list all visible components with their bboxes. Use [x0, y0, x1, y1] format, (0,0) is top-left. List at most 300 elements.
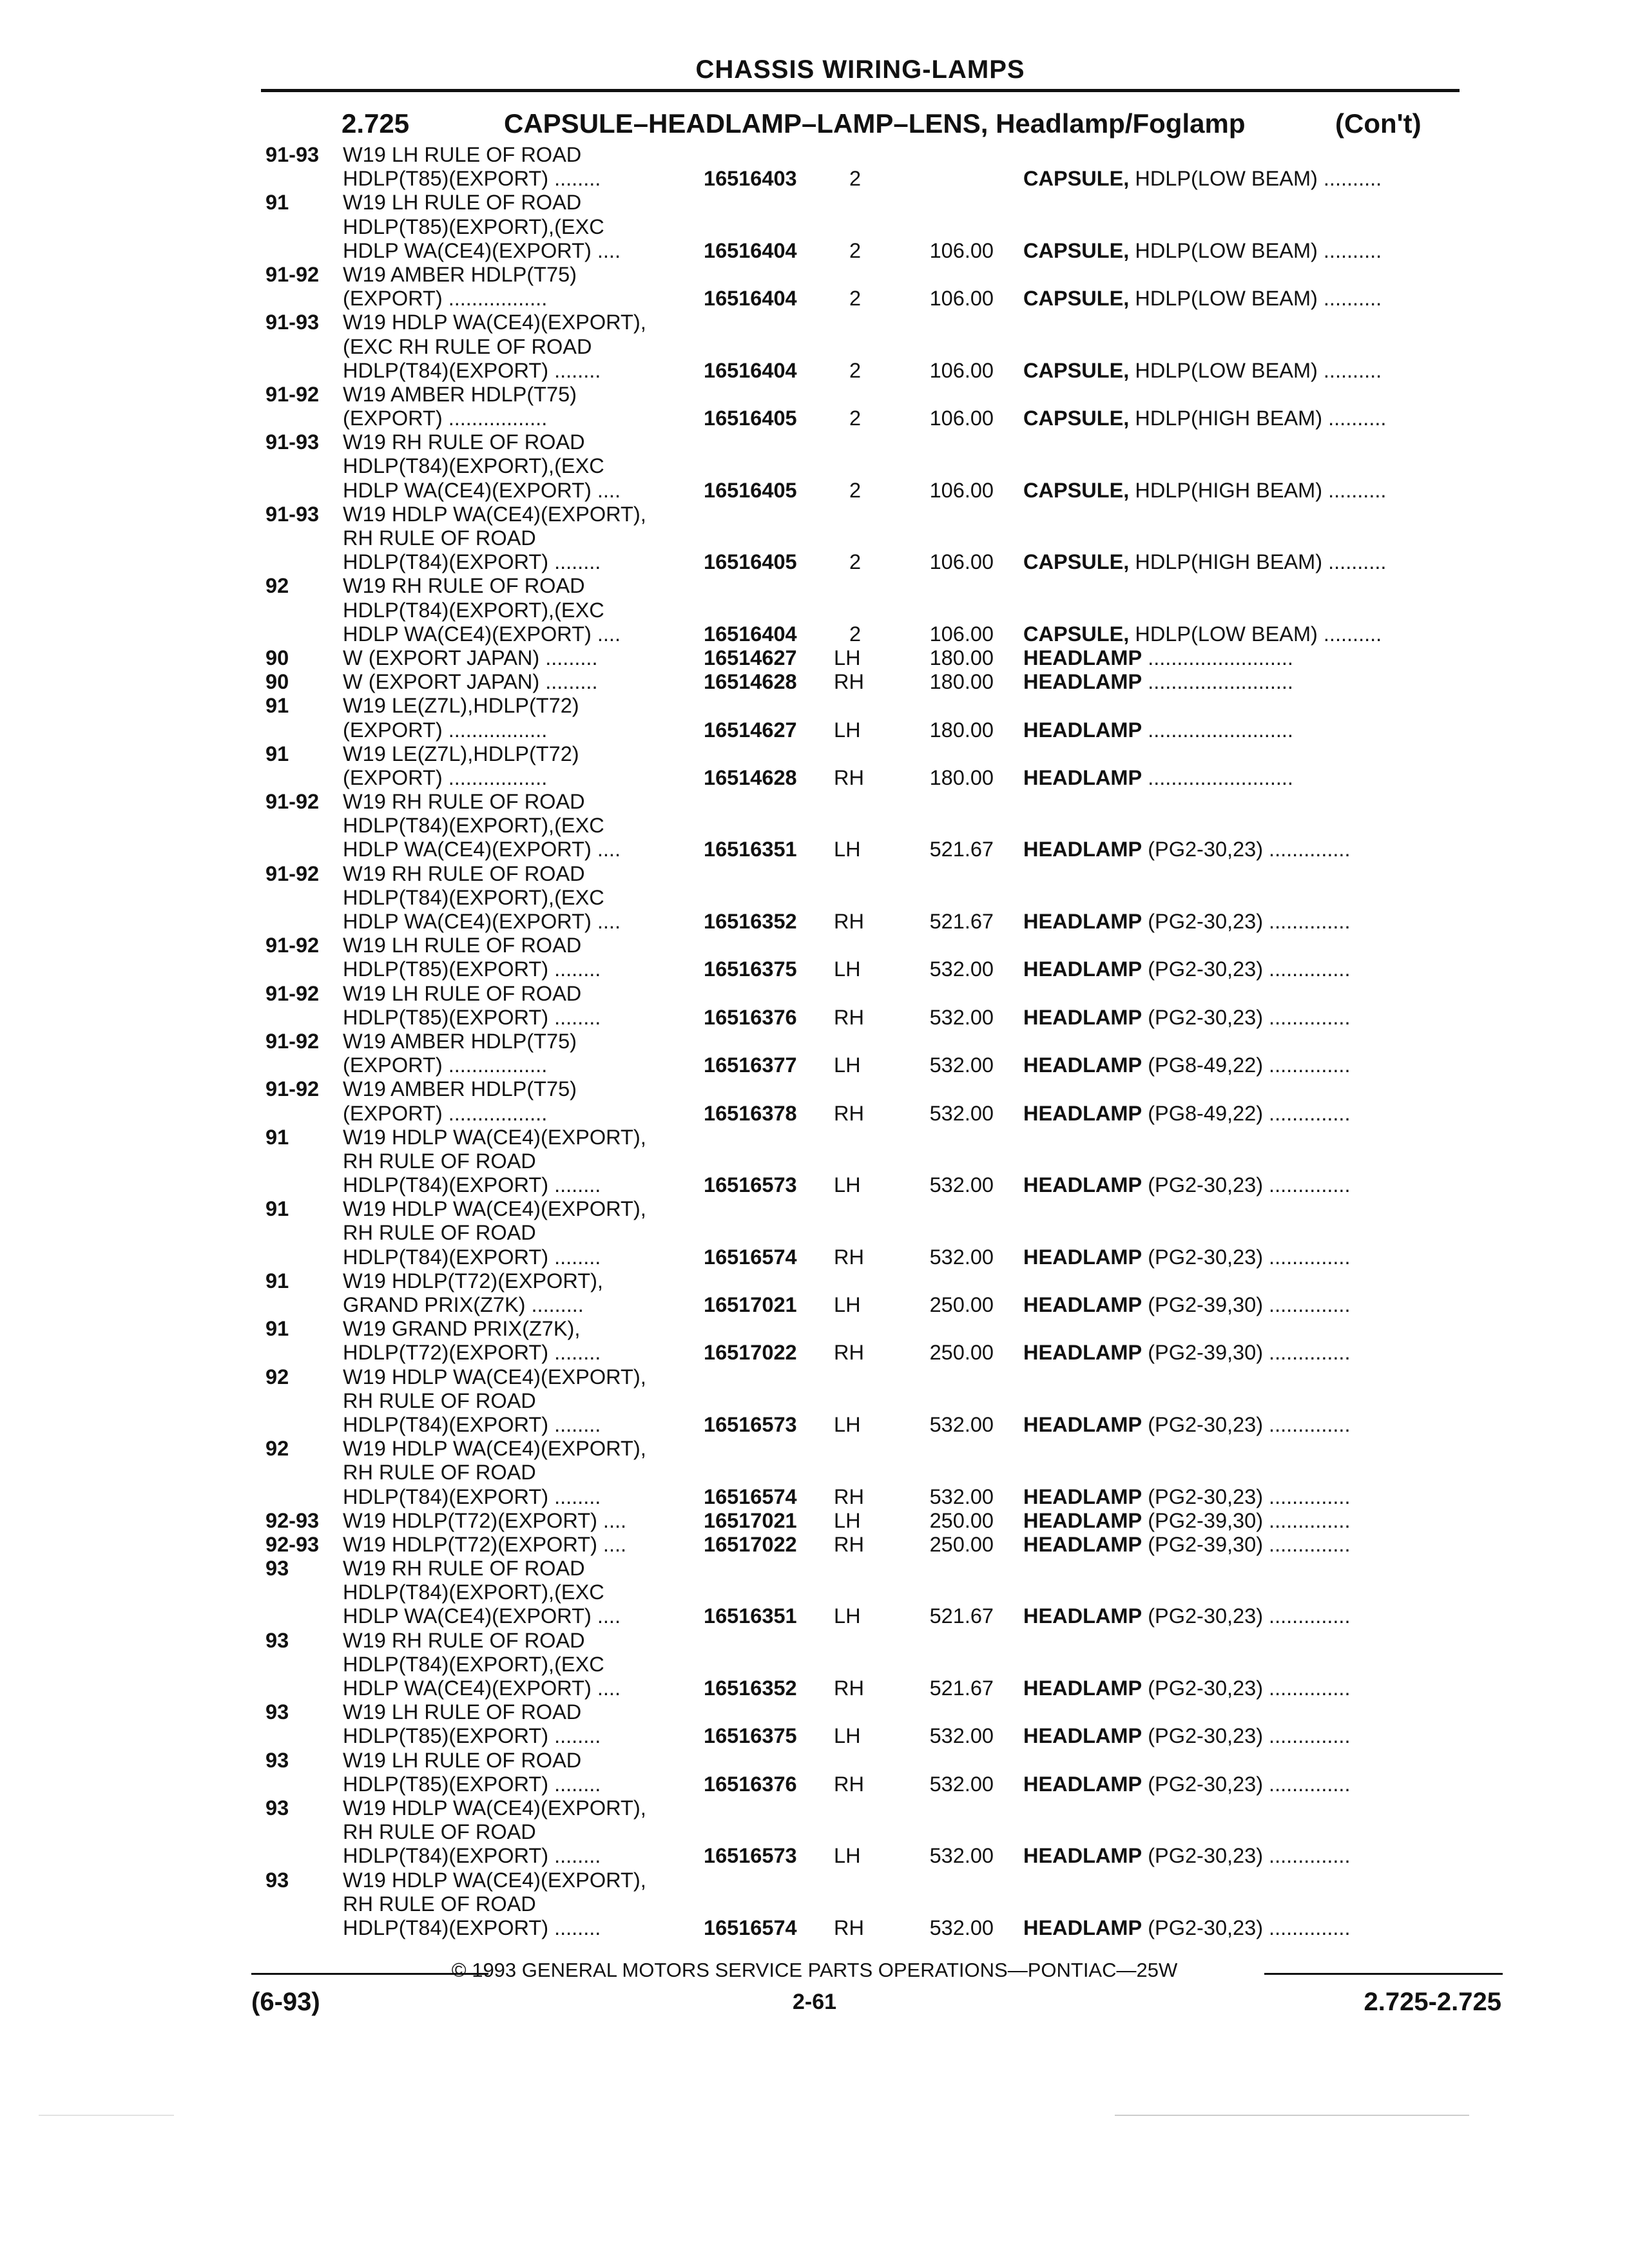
- entry-line: [0, 1509, 1629, 1533]
- entry-part-name-main: HEADLAMP: [1023, 1724, 1142, 1748]
- entry-description: HDLP WA(CE4)(EXPORT) ....: [343, 238, 621, 262]
- entry-part-number: 16516573: [704, 1844, 797, 1868]
- entry-quantity: LH: [834, 1412, 861, 1436]
- entry-year: 91-92: [265, 790, 320, 814]
- entry-line: [0, 335, 1629, 359]
- entry-part-number: 16516405: [704, 478, 797, 502]
- entry-part-number: 16514628: [704, 670, 797, 694]
- entry-leader-dots: ..............: [1263, 1173, 1351, 1197]
- entry-part-number: 16516574: [704, 1485, 797, 1508]
- scan-smudge: [39, 2115, 174, 2116]
- entry-description: RH RULE OF ROAD: [343, 1221, 536, 1245]
- entry-leader-dots: ..........: [1322, 407, 1387, 430]
- entry-part-number: 16516352: [704, 1677, 797, 1700]
- entry-description: W19 LH RULE OF ROAD: [343, 1748, 582, 1772]
- entry-leader-dots: ..............: [1263, 1532, 1351, 1556]
- entry-description: HDLP(T85)(EXPORT),(EXC: [343, 215, 604, 238]
- entry-part-name-detail: (PG8-49,22): [1142, 1101, 1264, 1125]
- entry-part-name-main: CAPSULE,: [1023, 550, 1130, 574]
- entry-quantity: LH: [834, 1293, 861, 1316]
- entry-line: [0, 742, 1629, 766]
- entry-line: [0, 1197, 1629, 1221]
- entry-part-number: 16516573: [704, 1412, 797, 1436]
- entry-description: W19 AMBER HDLP(T75): [343, 1029, 577, 1053]
- entry-line: [0, 599, 1629, 622]
- entry-description: (EXPORT) .................: [343, 407, 548, 430]
- entry-part-name: [1023, 1341, 1350, 1365]
- entry-leader-dots: ..............: [1263, 1916, 1351, 1939]
- entry-year: 93: [265, 1700, 289, 1724]
- entry-leader-dots: ..............: [1263, 910, 1351, 933]
- entry-leader-dots: ..........: [1317, 358, 1382, 382]
- entry-part-number: 16516351: [704, 838, 797, 861]
- footer-copyright: © 1993 GENERAL MOTORS SERVICE PARTS OPERATIONS—PONTIAC—25W: [451, 1959, 1178, 1981]
- entry-part-number: 16516403: [704, 167, 797, 191]
- entry-year: 91: [265, 191, 289, 215]
- entry-line: [0, 1796, 1629, 1820]
- entry-part-name: [1023, 167, 1382, 191]
- entry-description: (EXPORT) .................: [343, 1101, 548, 1125]
- entry-year: 91-93: [265, 430, 320, 454]
- entry-leader-dots: ..............: [1263, 1053, 1351, 1077]
- entry-description: HDLP(T84)(EXPORT),(EXC: [343, 1652, 604, 1676]
- entry-line: [0, 790, 1629, 814]
- entry-price: 106.00: [929, 550, 994, 574]
- entry-line: [0, 622, 1629, 646]
- entry-part-name: [1023, 1485, 1350, 1509]
- entry-part-name-detail: (PG2-30,23): [1142, 1772, 1264, 1796]
- entry-leader-dots: ..........: [1322, 478, 1387, 502]
- entry-description: W19 HDLP WA(CE4)(EXPORT),: [343, 1796, 646, 1820]
- entry-description: W19 AMBER HDLP(T75): [343, 262, 577, 286]
- entry-quantity: LH: [834, 1508, 861, 1532]
- entry-description: HDLP WA(CE4)(EXPORT) ....: [343, 1604, 621, 1628]
- entry-quantity: RH: [834, 1341, 864, 1365]
- entry-price: 106.00: [929, 478, 994, 502]
- entry-part-name-main: HEADLAMP: [1023, 957, 1142, 981]
- entry-description: W19 RH RULE OF ROAD: [343, 574, 585, 598]
- entry-leader-dots: ..........: [1322, 550, 1387, 574]
- entry-description: HDLP(T84)(EXPORT) ........: [343, 1245, 601, 1269]
- entry-year: 91-93: [265, 502, 320, 526]
- entry-description: W19 LH RULE OF ROAD: [343, 1700, 582, 1724]
- entry-quantity: RH: [834, 1532, 864, 1556]
- entry-line: [0, 886, 1629, 910]
- entry-part-name-detail: (PG2-30,23): [1142, 1485, 1264, 1508]
- entry-part-name: [1023, 1245, 1350, 1269]
- scan-smudge: [1115, 2115, 1469, 2116]
- entry-part-name-main: HEADLAMP: [1023, 1053, 1142, 1077]
- entry-description: W19 HDLP(T72)(EXPORT) ....: [343, 1508, 627, 1532]
- entry-leader-dots: ..............: [1263, 1772, 1351, 1796]
- entry-price: 532.00: [929, 1101, 994, 1125]
- entry-line: [0, 1030, 1629, 1053]
- entry-description: GRAND PRIX(Z7K) .........: [343, 1293, 584, 1316]
- entry-part-name-main: HEADLAMP: [1023, 1532, 1142, 1556]
- entry-price: 532.00: [929, 1053, 994, 1077]
- entry-leader-dots: ..............: [1263, 1101, 1351, 1125]
- entry-part-number: 16516375: [704, 957, 797, 981]
- entry-year: 90: [265, 670, 289, 694]
- entry-part-name-main: HEADLAMP: [1023, 718, 1142, 742]
- entry-part-name-detail: (PG2-30,23): [1142, 1677, 1264, 1700]
- entry-description: HDLP WA(CE4)(EXPORT) ....: [343, 838, 621, 861]
- footer-rule-right: [1264, 1973, 1503, 1975]
- entry-leader-dots: ..............: [1263, 1245, 1351, 1269]
- entry-part-name-main: HEADLAMP: [1023, 1173, 1142, 1197]
- entry-description: HDLP(T84)(EXPORT) ........: [343, 358, 601, 382]
- entry-leader-dots: ..........: [1317, 167, 1382, 191]
- entry-description: W19 HDLP WA(CE4)(EXPORT),: [343, 1868, 646, 1892]
- entry-part-name-main: HEADLAMP: [1023, 1916, 1142, 1939]
- footer-page-number: 2-61: [792, 1990, 837, 2014]
- entry-line: [0, 1724, 1629, 1748]
- entry-part-name-main: HEADLAMP: [1023, 1772, 1142, 1796]
- entry-description: W19 HDLP WA(CE4)(EXPORT),: [343, 1437, 646, 1461]
- entry-description: RH RULE OF ROAD: [343, 1149, 536, 1173]
- entry-part-name-detail: (PG2-30,23): [1142, 1844, 1264, 1868]
- entry-price: 532.00: [929, 1412, 994, 1436]
- entry-line: [0, 1533, 1629, 1557]
- entry-leader-dots: ..........: [1317, 238, 1382, 262]
- entry-description: W19 AMBER HDLP(T75): [343, 1077, 577, 1101]
- entry-line: [0, 191, 1629, 215]
- entry-line: [0, 550, 1629, 574]
- entry-part-name: [1023, 479, 1386, 503]
- entry-price: 180.00: [929, 765, 994, 789]
- entry-line: [0, 1126, 1629, 1149]
- entry-year: 91-93: [265, 143, 320, 166]
- entry-leader-dots: ..........: [1317, 287, 1382, 311]
- entry-part-name: [1023, 407, 1386, 430]
- entry-part-name-detail: HDLP(LOW BEAM): [1129, 287, 1318, 311]
- entry-part-number: 16516574: [704, 1916, 797, 1939]
- entry-leader-dots: ..............: [1263, 1005, 1351, 1029]
- entry-price: 250.00: [929, 1532, 994, 1556]
- entry-part-name: [1023, 1102, 1350, 1126]
- entry-line: [0, 143, 1629, 167]
- entry-part-number: 16517021: [704, 1508, 797, 1532]
- entry-quantity: RH: [834, 1677, 864, 1700]
- entry-line: [0, 454, 1629, 478]
- entry-part-name-detail: HDLP(LOW BEAM): [1129, 238, 1318, 262]
- entry-price: 250.00: [929, 1341, 994, 1365]
- entry-line: [0, 215, 1629, 239]
- entry-part-name: [1023, 239, 1382, 263]
- entry-price: 532.00: [929, 1173, 994, 1197]
- entry-part-name: [1023, 1293, 1350, 1317]
- entry-line: [0, 1820, 1629, 1844]
- entry-price: 532.00: [929, 1772, 994, 1796]
- entry-part-name-main: HEADLAMP: [1023, 838, 1142, 861]
- entry-part-name-detail: (PG2-30,23): [1142, 838, 1264, 861]
- entry-line: [0, 1892, 1629, 1916]
- entry-price: 521.67: [929, 1677, 994, 1700]
- entry-year: 91-92: [265, 382, 320, 406]
- entry-quantity: 2: [849, 622, 862, 646]
- entry-year: 91-92: [265, 981, 320, 1005]
- section-title: CAPSULE–HEADLAMP–LAMP–LENS, Headlamp/Foglamp: [504, 108, 1246, 139]
- entry-line: [0, 1485, 1629, 1509]
- entry-price: 521.67: [929, 1604, 994, 1628]
- entry-quantity: RH: [834, 1916, 864, 1939]
- entry-line: [0, 1749, 1629, 1773]
- entry-description: HDLP(T84)(EXPORT) ........: [343, 1844, 601, 1868]
- entry-part-name-detail: (PG2-30,23): [1142, 1173, 1264, 1197]
- entry-part-name: [1023, 670, 1293, 694]
- entry-year: 91: [265, 1125, 289, 1149]
- entry-part-name-main: CAPSULE,: [1023, 622, 1130, 646]
- entry-description: HDLP(T85)(EXPORT) ........: [343, 1724, 601, 1748]
- entry-price: 532.00: [929, 1485, 994, 1508]
- section-number: 2.725: [342, 108, 410, 139]
- entry-line: [0, 1149, 1629, 1173]
- entry-part-name: [1023, 766, 1293, 790]
- entry-line: [0, 1173, 1629, 1197]
- entry-year: 92: [265, 574, 289, 598]
- entry-line: [0, 934, 1629, 957]
- entry-description: HDLP(T85)(EXPORT) ........: [343, 1772, 601, 1796]
- entry-description: W19 RH RULE OF ROAD: [343, 790, 585, 814]
- entry-description: W19 LE(Z7L),HDLP(T72): [343, 742, 579, 765]
- entry-quantity: 2: [849, 407, 862, 430]
- entry-year: 91: [265, 1317, 289, 1341]
- entry-price: 521.67: [929, 910, 994, 933]
- entry-description: HDLP(T84)(EXPORT) ........: [343, 1916, 601, 1939]
- entry-line: [0, 407, 1629, 430]
- entry-part-name: [1023, 287, 1382, 311]
- entry-part-name-detail: (PG2-30,23): [1142, 1412, 1264, 1436]
- entry-description: HDLP WA(CE4)(EXPORT) ....: [343, 910, 621, 933]
- entry-part-name-detail: (PG2-30,23): [1142, 1916, 1264, 1939]
- entry-price: 180.00: [929, 718, 994, 742]
- entry-line: [0, 574, 1629, 598]
- entry-price: 532.00: [929, 1916, 994, 1939]
- entry-description: (EXPORT) .................: [343, 287, 548, 311]
- entry-price: 106.00: [929, 238, 994, 262]
- entry-description: W19 AMBER HDLP(T75): [343, 382, 577, 406]
- entry-quantity: LH: [834, 1604, 861, 1628]
- entry-year: 91-92: [265, 1029, 320, 1053]
- entry-part-number: 16517022: [704, 1532, 797, 1556]
- entry-line: [0, 1581, 1629, 1604]
- entry-description: W19 HDLP(T72)(EXPORT) ....: [343, 1532, 627, 1556]
- entry-part-name-detail: (PG2-30,23): [1142, 1005, 1264, 1029]
- entry-description: HDLP(T84)(EXPORT) ........: [343, 1485, 601, 1508]
- entry-leader-dots: ..............: [1263, 1844, 1351, 1868]
- entry-line: [0, 1293, 1629, 1317]
- entry-year: 91-92: [265, 262, 320, 286]
- entry-line: [0, 646, 1629, 670]
- entry-part-name-detail: HDLP(LOW BEAM): [1129, 167, 1318, 191]
- entry-quantity: RH: [834, 1101, 864, 1125]
- entry-year: 93: [265, 1628, 289, 1652]
- entry-description: W19 HDLP WA(CE4)(EXPORT),: [343, 1365, 646, 1389]
- entry-description: W19 GRAND PRIX(Z7K),: [343, 1317, 581, 1341]
- entry-description: W19 RH RULE OF ROAD: [343, 1557, 585, 1581]
- entry-description: (EXC RH RULE OF ROAD: [343, 334, 592, 358]
- entry-quantity: LH: [834, 1844, 861, 1868]
- entry-part-name-detail: (PG2-39,30): [1142, 1341, 1264, 1365]
- entry-line: [0, 1869, 1629, 1892]
- entry-part-name-detail: (PG2-30,23): [1142, 957, 1264, 981]
- entry-part-number: 16516404: [704, 238, 797, 262]
- entry-description: RH RULE OF ROAD: [343, 1461, 536, 1485]
- entry-line: [0, 1053, 1629, 1077]
- entry-quantity: LH: [834, 1724, 861, 1748]
- entry-quantity: 2: [849, 358, 862, 382]
- entry-description: W19 LH RULE OF ROAD: [343, 191, 582, 215]
- entry-part-name-main: HEADLAMP: [1023, 1293, 1142, 1316]
- entry-line: [0, 957, 1629, 981]
- entry-year: 91: [265, 742, 289, 765]
- entry-description: HDLP WA(CE4)(EXPORT) ....: [343, 622, 621, 646]
- entry-line: [0, 1077, 1629, 1101]
- entry-description: W19 LH RULE OF ROAD: [343, 981, 582, 1005]
- entry-part-name-main: HEADLAMP: [1023, 1677, 1142, 1700]
- entry-leader-dots: ..............: [1263, 1341, 1351, 1365]
- entry-part-name-detail: HDLP(LOW BEAM): [1129, 358, 1318, 382]
- entry-part-number: 16514627: [704, 718, 797, 742]
- entry-year: 90: [265, 646, 289, 669]
- entry-description: HDLP(T85)(EXPORT) ........: [343, 1005, 601, 1029]
- entry-part-name-main: HEADLAMP: [1023, 1245, 1142, 1269]
- entry-part-name-main: HEADLAMP: [1023, 1101, 1142, 1125]
- entry-quantity: LH: [834, 957, 861, 981]
- entry-part-number: 16516377: [704, 1053, 797, 1077]
- entry-quantity: LH: [834, 646, 861, 669]
- section-heading: [342, 108, 1437, 144]
- entry-part-name: [1023, 718, 1293, 742]
- entry-part-name-detail: (PG2-39,30): [1142, 1293, 1264, 1316]
- entry-line: [0, 982, 1629, 1006]
- entry-line: [0, 1604, 1629, 1628]
- entry-part-name-main: HEADLAMP: [1023, 1341, 1142, 1365]
- entry-part-number: 16516404: [704, 287, 797, 311]
- entry-part-name-main: HEADLAMP: [1023, 1005, 1142, 1029]
- entry-leader-dots: ..............: [1263, 1724, 1351, 1748]
- entry-leader-dots: ..............: [1263, 838, 1351, 861]
- entry-part-number: 16517021: [704, 1293, 797, 1316]
- entry-leader-dots: ..............: [1263, 1485, 1351, 1508]
- entry-part-name-detail: (PG2-39,30): [1142, 1532, 1264, 1556]
- entry-description: W19 LH RULE OF ROAD: [343, 934, 582, 957]
- entry-description: W19 RH RULE OF ROAD: [343, 861, 585, 885]
- entry-description: HDLP(T84)(EXPORT),(EXC: [343, 598, 604, 622]
- entry-part-name-main: HEADLAMP: [1023, 1844, 1142, 1868]
- entry-quantity: RH: [834, 765, 864, 789]
- entry-description: W19 RH RULE OF ROAD: [343, 1628, 585, 1652]
- header-rule: [261, 89, 1460, 92]
- entry-part-number: 16514628: [704, 765, 797, 789]
- entry-line: [0, 503, 1629, 526]
- entry-part-name-detail: (PG2-30,23): [1142, 1245, 1264, 1269]
- entry-part-name: [1023, 910, 1350, 934]
- entry-line: [0, 670, 1629, 694]
- parts-list: [0, 143, 1629, 1940]
- entry-price: 532.00: [929, 957, 994, 981]
- entry-price: 106.00: [929, 622, 994, 646]
- entry-line: [0, 766, 1629, 790]
- page-header-title: CHASSIS WIRING-LAMPS: [695, 55, 1025, 84]
- entry-description: HDLP(T84)(EXPORT) ........: [343, 1173, 601, 1197]
- entry-quantity: LH: [834, 1053, 861, 1077]
- entry-part-name: [1023, 550, 1386, 574]
- entry-description: W (EXPORT JAPAN) .........: [343, 670, 598, 694]
- entry-line: [0, 1461, 1629, 1485]
- entry-part-name-detail: HDLP(LOW BEAM): [1129, 622, 1318, 646]
- entry-leader-dots: .........................: [1142, 670, 1293, 694]
- entry-description: (EXPORT) .................: [343, 1053, 548, 1077]
- entry-part-name: [1023, 359, 1382, 383]
- entry-part-number: 16516375: [704, 1724, 797, 1748]
- entry-part-number: 16516404: [704, 358, 797, 382]
- entry-line: [0, 430, 1629, 454]
- entry-part-number: 16516574: [704, 1245, 797, 1269]
- entry-part-number: 16516376: [704, 1772, 797, 1796]
- entry-quantity: RH: [834, 1772, 864, 1796]
- entry-line: [0, 383, 1629, 407]
- entry-quantity: 2: [849, 550, 862, 574]
- entry-line: [0, 1341, 1629, 1365]
- entry-leader-dots: .........................: [1142, 718, 1293, 742]
- entry-description: HDLP(T84)(EXPORT),(EXC: [343, 454, 604, 478]
- entry-description: W (EXPORT JAPAN) .........: [343, 646, 598, 669]
- entry-year: 91: [265, 694, 289, 718]
- entry-part-name: [1023, 1724, 1350, 1748]
- entry-leader-dots: ..............: [1263, 1604, 1351, 1628]
- entry-part-name: [1023, 1844, 1350, 1868]
- entry-year: 91: [265, 1197, 289, 1221]
- entry-part-number: 16516378: [704, 1101, 797, 1125]
- entry-line: [0, 718, 1629, 742]
- entry-leader-dots: ..............: [1263, 957, 1351, 981]
- entry-part-name-main: CAPSULE,: [1023, 478, 1130, 502]
- entry-line: [0, 1006, 1629, 1030]
- entry-part-name-detail: (PG8-49,22): [1142, 1053, 1264, 1077]
- entry-description: HDLP(T84)(EXPORT),(EXC: [343, 1581, 604, 1604]
- entry-description: W19 RH RULE OF ROAD: [343, 430, 585, 454]
- entry-part-name: [1023, 1916, 1350, 1940]
- entry-price: 180.00: [929, 670, 994, 694]
- entry-description: HDLP(T85)(EXPORT) ........: [343, 957, 601, 981]
- entry-part-name-main: HEADLAMP: [1023, 1485, 1142, 1508]
- entry-year: 93: [265, 1868, 289, 1892]
- entry-part-name-detail: HDLP(HIGH BEAM): [1129, 407, 1323, 430]
- entry-price: 521.67: [929, 838, 994, 861]
- entry-description: HDLP(T84)(EXPORT) ........: [343, 550, 601, 574]
- entry-part-name-main: HEADLAMP: [1023, 1604, 1142, 1628]
- entry-part-name-main: HEADLAMP: [1023, 646, 1142, 669]
- entry-line: [0, 263, 1629, 287]
- entry-description: HDLP(T84)(EXPORT) ........: [343, 1412, 601, 1436]
- entry-description: HDLP(T85)(EXPORT) ........: [343, 167, 601, 191]
- entry-leader-dots: ..............: [1263, 1412, 1351, 1436]
- entry-part-name-detail: (PG2-30,23): [1142, 1724, 1264, 1748]
- entry-part-name-detail: HDLP(HIGH BEAM): [1129, 478, 1323, 502]
- entry-price: 250.00: [929, 1508, 994, 1532]
- entry-line: [0, 910, 1629, 934]
- entry-description: W19 HDLP WA(CE4)(EXPORT),: [343, 311, 646, 334]
- entry-part-name: [1023, 1677, 1350, 1700]
- entry-line: [0, 239, 1629, 263]
- entry-line: [0, 1677, 1629, 1700]
- entry-part-name-main: HEADLAMP: [1023, 1412, 1142, 1436]
- entry-line: [0, 1653, 1629, 1677]
- entry-part-name-detail: HDLP(HIGH BEAM): [1129, 550, 1323, 574]
- entry-line: [0, 814, 1629, 838]
- entry-description: W19 HDLP WA(CE4)(EXPORT),: [343, 502, 646, 526]
